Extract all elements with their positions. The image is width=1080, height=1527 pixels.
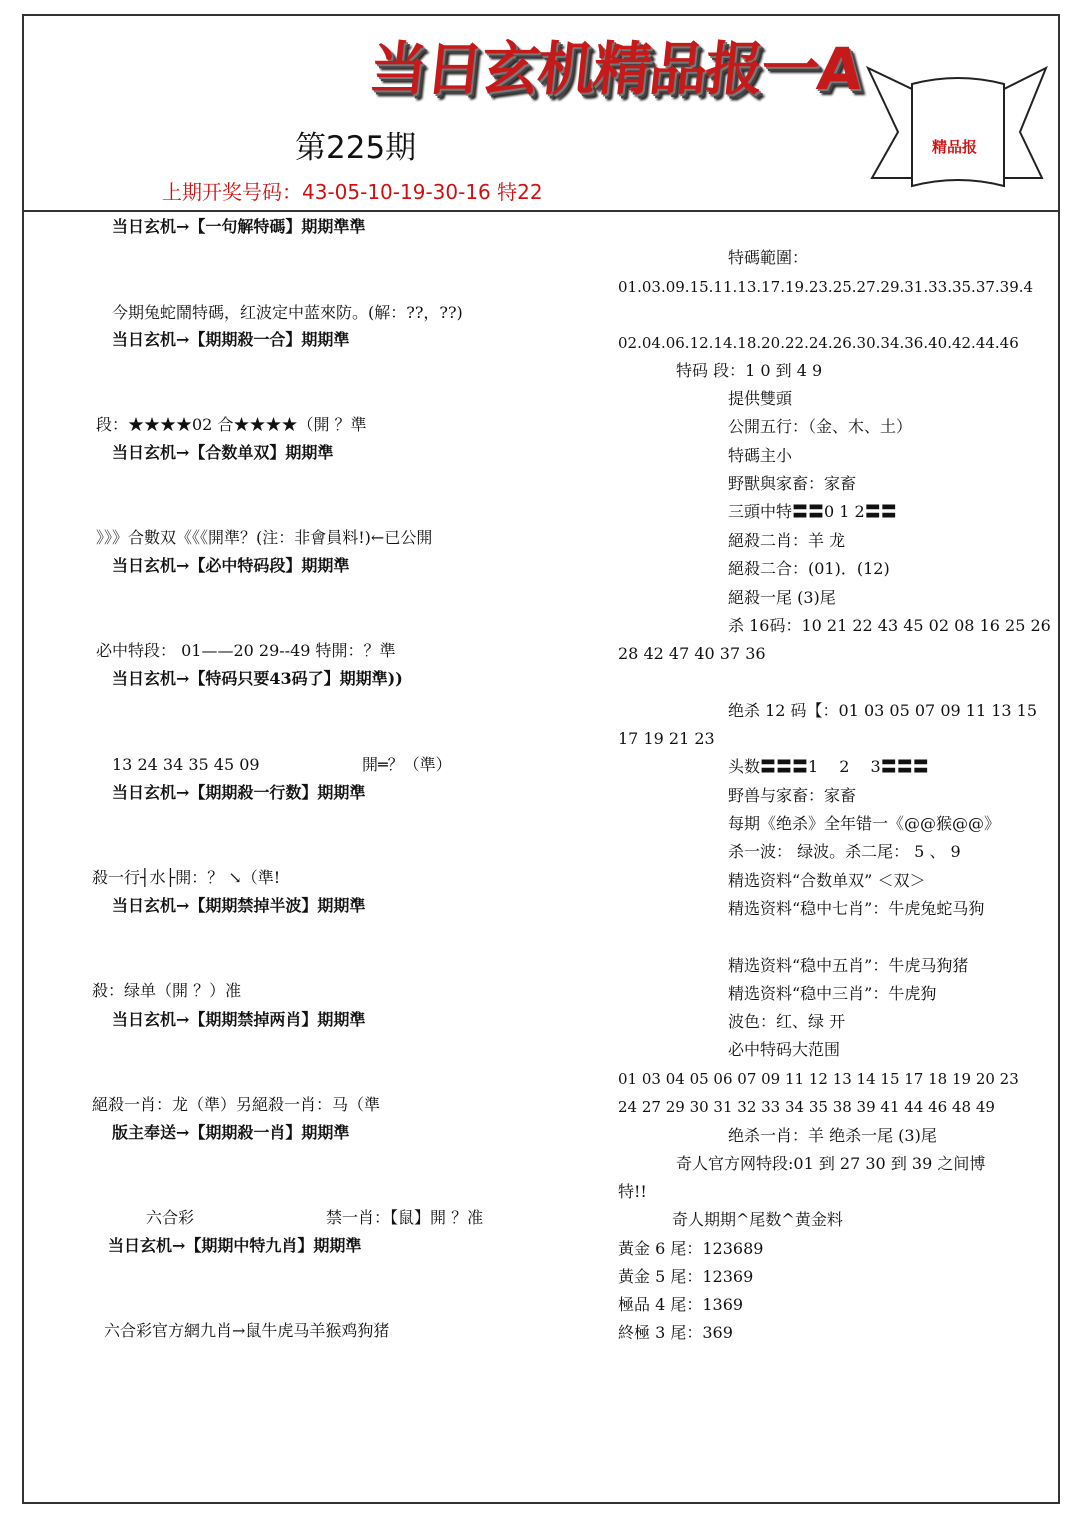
right-line: 野兽与家畜：家畜: [728, 786, 857, 805]
right-line: 精选资料“合数单双” ＜双＞: [728, 871, 926, 890]
issue-number: 第225期: [295, 130, 417, 166]
section-content: 13 24 34 35 45 09: [112, 755, 260, 774]
right-line: 黃金 6 尾：123689: [618, 1239, 764, 1258]
right-line: 絕殺一尾 (3)尾: [728, 588, 836, 607]
right-line: 精选资料“稳中三肖”：牛虎狗: [728, 984, 937, 1003]
section-content: 今期兔蛇鬧特碼，红波定中蓝來防。(解：??，??): [112, 303, 463, 322]
right-line: 公開五行：（金、木、土）: [728, 417, 913, 436]
section-content: 必中特段： 01——20 29--49 特開：？準: [96, 641, 396, 660]
right-line: 头数〓〓〓1 2 3〓〓〓: [728, 757, 929, 776]
badge-scroll-icon: [862, 60, 1052, 200]
section-content: 開═？（準）: [362, 755, 452, 774]
right-line: 黃金 5 尾：12369: [618, 1267, 754, 1286]
right-line: 絕殺二合：(01)．(12): [728, 559, 890, 578]
right-line: 24 27 29 30 31 32 33 34 35 38 39 41 44 46 48 49: [618, 1098, 995, 1116]
section-content: 段：★★★★02 合★★★★（開 ？準: [96, 415, 367, 434]
right-line: 02.04.06.12.14.18.20.22.24.26.30.34.36.40.42.44.46: [618, 334, 1019, 352]
right-line: 杀一波： 绿波。杀二尾： 5 、 9: [728, 842, 961, 861]
right-line: 特!!: [618, 1182, 647, 1201]
section-heading: 当日玄机→【期期中特九肖】期期準: [108, 1236, 362, 1255]
section-heading: 当日玄机→【一句解特碼】期期準準: [112, 217, 366, 236]
right-line: 绝杀 12 码【：01 03 05 07 09 11 13 15: [728, 701, 1038, 720]
right-line: 提供雙頭: [728, 389, 793, 408]
section-heading: 当日玄机→【特码只要43码了】期期準)): [112, 669, 403, 688]
right-line: 17 19 21 23: [618, 729, 715, 748]
right-line: 01 03 04 05 06 07 09 11 12 13 14 15 17 18 19 20 23: [618, 1070, 1019, 1088]
section-heading: 版主奉送→【期期殺一肖】期期準: [112, 1123, 350, 1142]
right-line: 波色：红、绿 开: [728, 1012, 846, 1031]
section-heading: 当日玄机→【必中特码段】期期準: [112, 556, 350, 575]
right-line: 特碼範圍：: [728, 248, 809, 267]
right-line: 絕殺二肖：羊 龙: [728, 531, 846, 550]
right-line: 特码 段：1 0 到 4 9: [676, 361, 823, 380]
right-line: 三頭中特〓〓0 1 2〓〓: [728, 502, 897, 521]
right-line: 特碼主小: [728, 446, 793, 465]
right-line: 極品 4 尾：1369: [618, 1295, 744, 1314]
section-content: 》》》合數双《《《開準？(注：非會員料!)←已公開: [96, 528, 433, 547]
section-content: 殺：绿单（開 ？）准: [92, 981, 242, 1000]
section-content: 禁一肖：【鼠】開 ？准: [326, 1208, 484, 1227]
section-heading: 当日玄机→【期期禁掉半波】期期準: [112, 896, 366, 915]
right-line: 野獸與家畜：家畜: [728, 474, 857, 493]
banner-title: 当日玄机精品报一A: [365, 35, 864, 103]
right-line: 精选资料“稳中七肖”：牛虎兔蛇马狗: [728, 899, 985, 918]
right-line: 精选资料“稳中五肖”：牛虎马狗猪: [728, 956, 969, 975]
section-content: 殺一行┤水├開：？ ↘（準!: [92, 868, 281, 887]
right-line: 01.03.09.15.11.13.17.19.23.25.27.29.31.33.35.37.39.4: [618, 278, 1034, 296]
right-line: 28 42 47 40 37 36: [618, 644, 766, 663]
right-line: 绝杀一肖：羊 绝杀一尾 (3)尾: [728, 1126, 937, 1145]
section-heading: 当日玄机→【期期殺一合】期期準: [112, 330, 350, 349]
section-heading: 当日玄机→【合数单双】期期準: [112, 443, 334, 462]
section-content: 六合彩: [146, 1208, 195, 1227]
right-line: 奇人官方网特段:01 到 27 30 到 39 之间博: [676, 1154, 986, 1173]
right-line: 杀 16码：10 21 22 43 45 02 08 16 25 26: [728, 616, 1051, 635]
badge-label: 精品报: [932, 138, 978, 156]
section-heading: 当日玄机→【期期禁掉两肖】期期準: [112, 1010, 366, 1029]
right-line: 必中特码大范围: [728, 1040, 841, 1059]
right-line: 奇人期期^尾数^黄金料: [672, 1210, 843, 1229]
right-line: 每期《绝杀》全年错一《@@猴@@》: [728, 814, 1001, 833]
right-line: 終極 3 尾：369: [618, 1323, 733, 1342]
section-content: 六合彩官方網九肖→鼠牛虎马羊猴鸡狗猪: [104, 1321, 390, 1340]
section-heading: 当日玄机→【期期殺一行数】期期準: [112, 783, 366, 802]
header-divider: [22, 210, 1060, 212]
last-draw-numbers: 上期开奖号码：43-05-10-19-30-16 特22: [162, 180, 543, 204]
section-content: 絕殺一肖：龙（準）另絕殺一肖：马（準: [92, 1095, 381, 1114]
